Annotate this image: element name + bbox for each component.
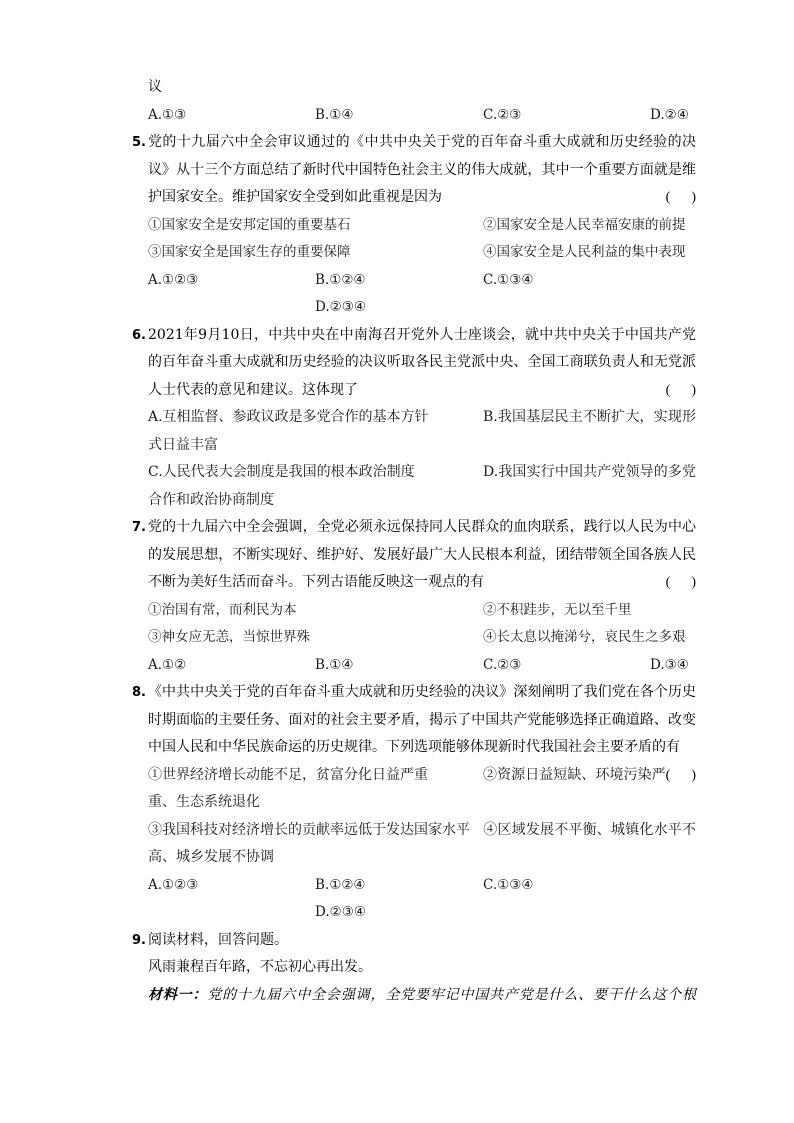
question-stem-text: 《中共中央关于党的百年奋斗重大成就和历史经验的决议》深刻阐明了我们党在各个历史时期面临的主要任务、面对的社会主要矛盾，揭示了中国共产党能够选择正确道路、改变中国人民和中华民族命运的历史规律。下列选项能够体现新时代我国社会主要矛盾的有	[148, 684, 696, 755]
option-d: D.②③④	[315, 904, 366, 920]
option-b: B.①②④	[315, 271, 366, 288]
statement-4: ④长太息以掩涕兮，哀民生之多艰	[483, 629, 686, 645]
question-5	[132, 129, 696, 322]
answer-blank: ( )	[665, 190, 696, 205]
statement-3: ③我国科技对经济增长的贡献率远低于发达国家水平	[148, 821, 470, 838]
option-a: A.互相监督、参政议政是多党合作的基本方针	[148, 409, 429, 425]
statement-row-12	[148, 762, 696, 817]
question-number: 5.	[132, 135, 146, 150]
question-stem-text: 2021年9月10日，中共中央在中南海召开党外人士座谈会，就中共中央关于中国共产党的百年奋斗重大成就和历史经验的决议听取各民主党派中央、全国工商联负责人和无党派人士代表的意见和建议。这体现了	[148, 326, 696, 398]
question-stem-text: 党的十九届六中全会强调，全党必须永远保持同人民群众的血肉联系，践行以人民为中心的发展思想，不断实现好、维护好、发展好最广大人民根本利益，团结带领全国各族人民不断为美好生活而奋斗。下列古语能反映这一观点的有	[148, 519, 696, 590]
material-label: 材料一：	[148, 986, 208, 1003]
question-number: 8.	[132, 685, 146, 700]
option-row-cd	[148, 459, 696, 514]
question-stem	[132, 129, 696, 212]
question-number: 6.	[132, 327, 146, 343]
statement-1: ①国家安全是安邦定国的重要基石	[148, 216, 351, 233]
statement-list	[148, 597, 696, 652]
option-c: C.①③④	[483, 271, 534, 288]
option-d: D.我国实行中国共产党领导的多党合作和政治协商制度	[148, 464, 696, 508]
option-d: D.②④	[650, 106, 689, 123]
statement-2: ②资源日益短缺、环境污染严重、生态系统退化	[148, 766, 666, 810]
statement-2: ②不积跬步，无以至千里	[483, 601, 632, 618]
statement-4: ④区域发展不平衡、城镇化水平不高、城乡发展不协调	[148, 821, 696, 865]
option-c: C.人民代表大会制度是我国的根本政治制度	[148, 464, 415, 480]
option-a: A.①②③	[148, 271, 199, 288]
option-b: B.我国基层民主不断扩大，实现形式日益丰富	[148, 409, 696, 453]
option-b: B.①④	[315, 106, 354, 123]
option-a: A.①②	[148, 656, 187, 673]
option-d: D.②③④	[315, 299, 366, 315]
statement-3: ③国家安全是国家生存的重要保障	[148, 244, 351, 260]
statement-list	[148, 212, 696, 267]
statement-3: ③神女应无恙，当惊世界殊	[148, 629, 310, 645]
statement-4: ④国家安全是人民利益的集中表现	[483, 244, 686, 260]
answer-blank: ( )	[665, 767, 696, 783]
option-a: A.①②③	[148, 876, 199, 893]
question-8	[132, 679, 696, 927]
material-paragraph	[148, 982, 696, 1010]
option-list	[148, 652, 696, 680]
question-stem-text: 党的十九届六中全会审议通过的《中共中央关于党的百年奋斗重大成就和历史经验的决议》从十三个方面总结了新时代中国特色社会主义的伟大成就，其中一个重要方面就是维护国家安全。维护国家安全受到如此重视是因为	[148, 134, 696, 205]
option-c: C.②③	[483, 106, 522, 123]
option-list	[148, 872, 696, 927]
material-text: 党的十九届六中全会强调，全党要牢记中国共产党是什么、要干什么这个根	[207, 986, 697, 1003]
question-intro: 风雨兼程百年路，不忘初心再出发。	[148, 959, 372, 975]
option-row-ab	[148, 404, 696, 459]
prev-question-stem-tail: 议	[148, 79, 162, 95]
question-9	[132, 927, 697, 1010]
question-stem	[132, 927, 696, 955]
option-d: D.③④	[650, 656, 689, 673]
option-c: C.②③	[483, 656, 522, 673]
statement-1: ①治国有常，而利民为本	[148, 601, 297, 618]
question-stem-text: 阅读材料，回答问题。	[148, 931, 288, 948]
question-number: 7.	[132, 520, 146, 535]
option-c: C.①③④	[483, 876, 534, 893]
option-b: B.①④	[315, 656, 354, 673]
option-b: B.①②④	[315, 876, 366, 893]
option-a: A.①③	[148, 106, 187, 123]
question-stem	[132, 322, 696, 405]
question-stem	[132, 514, 696, 597]
answer-blank: ( )	[665, 382, 696, 398]
answer-blank: ( )	[665, 575, 696, 590]
option-list	[148, 267, 696, 322]
question-number: 9.	[132, 932, 146, 948]
statement-2: ②国家安全是人民幸福安康的前提	[483, 216, 686, 233]
statement-row-34	[148, 817, 696, 872]
prev-question-options	[148, 102, 696, 130]
statement-1: ①世界经济增长动能不足，贫富分化日益严重	[148, 766, 428, 783]
question-6	[132, 322, 696, 515]
question-7	[132, 514, 696, 679]
